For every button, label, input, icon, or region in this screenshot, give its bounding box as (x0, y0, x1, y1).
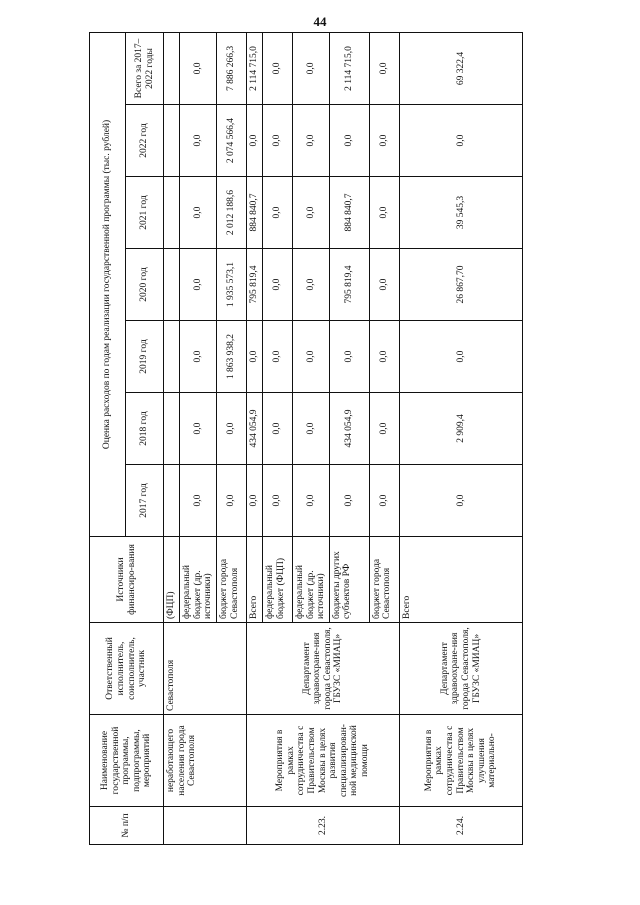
cell-value: 0,0 (216, 393, 246, 465)
cell-name: Мероприятия в рамках сотрудничества с Правительством Москвы в целях улучшения материально- (399, 715, 522, 807)
cell-source: федеральный бюджет (др. источники) (292, 537, 329, 623)
cell-value: 0,0 (369, 32, 399, 104)
cell-value: 2 012 188,6 (216, 177, 246, 249)
cell-value: 884 840,7 (246, 177, 262, 249)
cell-value: 2 114 715,0 (246, 32, 262, 104)
cell-value: 0,0 (399, 465, 522, 537)
header-year: 2019 год (126, 321, 164, 393)
cell-executor: Департамент здравоохране-ния города Севастополя, ГБУЗС «МИАЦ» (399, 623, 522, 715)
cell-value: 69 322,4 (399, 32, 522, 104)
cell-value: 434 054,9 (246, 393, 262, 465)
cell-value: 795 819,4 (246, 249, 262, 321)
cell-no: 2.24. (399, 807, 522, 845)
cell-source: бюджет города Севастополя (369, 537, 399, 623)
cell-value: 0,0 (329, 105, 369, 177)
cell-value: 0,0 (329, 321, 369, 393)
cell-value: 0,0 (399, 321, 522, 393)
table-row (164, 32, 180, 844)
cell-source: бюджет города Севастополя (216, 537, 246, 623)
cell-value: 2 074 566,4 (216, 105, 246, 177)
header-estimate: Оценка расходов по годам реализации государственной программы (тыс. рублей) (90, 32, 126, 536)
header-year: 2018 год (126, 393, 164, 465)
cell-value: 2 114 715,0 (329, 32, 369, 104)
cell-value: 0,0 (292, 321, 329, 393)
cell-value: 0,0 (292, 32, 329, 104)
cell-source: федеральный бюджет (ФЦП) (262, 537, 292, 623)
cell-value: 26 867,70 (399, 249, 522, 321)
cell-value: 0,0 (292, 465, 329, 537)
budget-table (89, 32, 523, 845)
cell-value: 0,0 (180, 249, 217, 321)
cell-value: 1 935 573,1 (216, 249, 246, 321)
cell-value: 0,0 (262, 249, 292, 321)
cell-value: 0,0 (180, 177, 217, 249)
cell-name: неработающего населения города Севастополя (164, 715, 247, 807)
cell-value: 39 545,3 (399, 177, 522, 249)
cell-value: 0,0 (292, 249, 329, 321)
cell-value: 0,0 (262, 32, 292, 104)
cell-executor: Севастополя (164, 623, 247, 715)
cell-value: 0,0 (216, 465, 246, 537)
cell-value: 0,0 (262, 465, 292, 537)
cell-value: 0,0 (262, 105, 292, 177)
cell-value: 434 054,9 (329, 393, 369, 465)
cell-value: 0,0 (369, 465, 399, 537)
header-year: 2020 год (126, 249, 164, 321)
cell-value: 0,0 (180, 465, 217, 537)
header-no: № п/п (90, 807, 164, 845)
cell-name: Мероприятия в рамках сотрудничества с Правительством Москвы в целях развития специализирован-ной медицинской помощи (246, 715, 399, 807)
cell-source: бюджеты других субъектов РФ (329, 537, 369, 623)
cell-value: 0,0 (399, 105, 522, 177)
cell-value: 0,0 (292, 393, 329, 465)
cell-source: (ФЦП) (164, 537, 180, 623)
cell-value: 0,0 (292, 105, 329, 177)
cell-value: 0,0 (180, 393, 217, 465)
header-year-total: Всего за 2017–2022 годы (126, 32, 164, 104)
cell-value: 0,0 (329, 465, 369, 537)
cell-value: 0,0 (262, 177, 292, 249)
header-sources: Источники финансиро-вания (90, 537, 164, 623)
cell-value: 7 886 266,3 (216, 32, 246, 104)
header-executor: Ответственный исполнитель, соисполнитель, участник (90, 623, 164, 715)
table-row (399, 32, 522, 844)
page-number: 44 (313, 14, 327, 29)
cell-value: 0,0 (246, 321, 262, 393)
header-year: 2022 год (126, 105, 164, 177)
cell-executor: Департамент здравоохране-ния города Севастополя, ГБУЗС «МИАЦ» (246, 623, 399, 715)
cell-value: 0,0 (369, 393, 399, 465)
table-row (246, 32, 262, 844)
cell-value: 0,0 (246, 465, 262, 537)
header-name: Наименование государственной программы, подпрограммы, мероприятий (90, 715, 164, 807)
cell-value: 0,0 (292, 177, 329, 249)
budget-table-sheet (89, 33, 523, 845)
cell-value: 0,0 (180, 321, 217, 393)
cell-source: Всего (399, 537, 522, 623)
cell-value: 0,0 (180, 32, 217, 104)
header-year: 2017 год (126, 465, 164, 537)
cell-no (164, 807, 247, 845)
cell-value: 2 909,4 (399, 393, 522, 465)
cell-value: 884 840,7 (329, 177, 369, 249)
cell-value: 795 819,4 (329, 249, 369, 321)
cell-source: федеральный бюджет (др. источники) (180, 537, 217, 623)
cell-source: Всего (246, 537, 262, 623)
cell-value: 0,0 (180, 105, 217, 177)
cell-value: 0,0 (262, 393, 292, 465)
cell-value: 0,0 (369, 321, 399, 393)
cell-no: 2.23. (246, 807, 399, 845)
cell-value: 0,0 (369, 249, 399, 321)
cell-value: 0,0 (246, 105, 262, 177)
cell-value: 0,0 (262, 321, 292, 393)
cell-value: 1 863 938,2 (216, 321, 246, 393)
cell-value: 0,0 (369, 177, 399, 249)
cell-value: 0,0 (369, 105, 399, 177)
header-year: 2021 год (126, 177, 164, 249)
